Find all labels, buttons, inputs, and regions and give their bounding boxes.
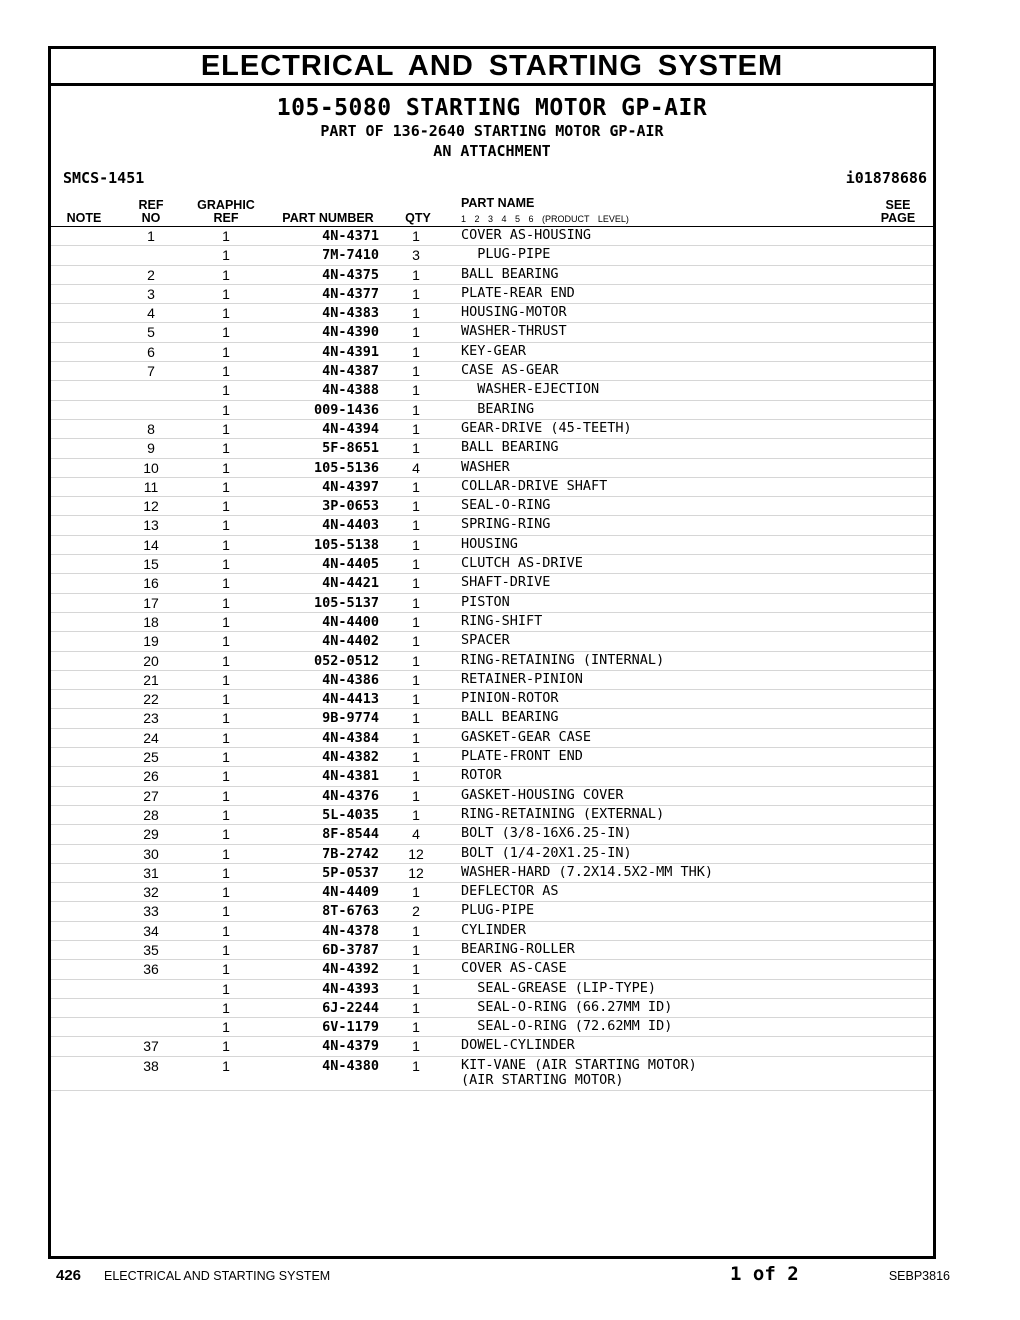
qty-cell: 1 (412, 228, 420, 244)
qty-cell: 4 (412, 826, 420, 843)
graphic-ref-cell: 1 (222, 575, 230, 592)
qty-cell: 1 (412, 536, 420, 553)
qty-cell: 1 (412, 324, 420, 341)
table-row (51, 729, 933, 748)
part-number-cell: 4N-4378 (322, 922, 379, 939)
qty-cell: 3 (412, 247, 420, 264)
part-number-cell: 4N-4382 (322, 749, 379, 766)
graphic-ref-cell: 1 (222, 594, 230, 611)
ref-no-cell: 32 (143, 884, 159, 901)
table-row (51, 323, 933, 342)
graphic-ref-cell: 1 (222, 787, 230, 804)
qty-cell: 12 (408, 845, 424, 862)
graphic-ref-cell: 1 (222, 247, 230, 264)
document-id: SEBP3816 (888, 1269, 950, 1283)
part-name-cell: WASHER-THRUST (461, 323, 567, 340)
part-number-cell: 4N-4380 (322, 1057, 379, 1074)
qty-cell: 1 (412, 787, 420, 804)
table-row (51, 362, 933, 381)
table-row (51, 420, 933, 439)
part-number-cell: 8F-8544 (322, 826, 379, 843)
graphic-ref-cell: 1 (222, 652, 230, 669)
ref-no-cell: 27 (143, 787, 159, 804)
ref-no-cell: 19 (143, 633, 159, 650)
qty-cell: 1 (412, 382, 420, 399)
part-number-cell: 4N-4405 (322, 556, 379, 573)
ref-no-cell: 25 (143, 749, 159, 766)
part-name-cell: CLUTCH AS-DRIVE (461, 555, 583, 572)
ref-no-cell: 37 (143, 1038, 159, 1055)
qty-cell: 1 (412, 613, 420, 630)
part-name-cell: SEAL-GREASE (LIP-TYPE) (461, 979, 657, 996)
part-number-cell: 4N-4377 (322, 285, 379, 302)
part-number-cell: 4N-4397 (322, 478, 379, 495)
part-name-cell: PLUG-PIPE (461, 902, 535, 919)
ref-no-cell: 24 (143, 729, 159, 746)
table-row (51, 1037, 933, 1056)
ref-no-cell: 23 (143, 710, 159, 727)
header-ref-no: REF NO (138, 198, 164, 225)
table-row (51, 980, 933, 999)
part-number-cell: 4N-4393 (322, 980, 379, 997)
part-number-cell: 4N-4379 (322, 1038, 379, 1055)
footer-section: ELECTRICAL AND STARTING SYSTEM (104, 1269, 331, 1283)
part-number-cell: 009-1436 (313, 401, 379, 418)
table-row (51, 613, 933, 632)
part-number-cell: 7B-2742 (322, 845, 379, 862)
graphic-ref-cell: 1 (222, 884, 230, 901)
ref-no-cell: 8 (147, 420, 155, 437)
qty-cell: 1 (412, 671, 420, 688)
part-name-cell: KEY-GEAR (461, 342, 527, 359)
part-number-cell: 4N-4394 (322, 420, 379, 437)
qty-cell: 1 (412, 363, 420, 380)
table-row (51, 825, 933, 844)
part-number-cell: 4N-4403 (322, 517, 379, 534)
part-number-cell: 4N-4383 (322, 305, 379, 322)
table-row (51, 902, 933, 921)
ref-no-cell: 38 (143, 1057, 159, 1074)
table-row (51, 574, 933, 593)
graphic-ref-cell: 1 (222, 864, 230, 881)
graphic-ref-cell: 1 (222, 1057, 230, 1074)
qty-cell: 2 (412, 903, 420, 920)
graphic-ref-cell: 1 (222, 961, 230, 978)
part-name-cell: GASKET-GEAR CASE (461, 728, 592, 745)
part-number-cell: 4N-4387 (322, 363, 379, 380)
graphic-ref-cell: 1 (222, 903, 230, 920)
header-part-number: PART NUMBER (282, 211, 374, 225)
table-row (51, 767, 933, 786)
header-qty: QTY (405, 211, 431, 225)
part-name-cell: WASHER-EJECTION (461, 381, 600, 398)
qty-cell: 1 (412, 941, 420, 958)
table-row (51, 439, 933, 458)
qty-cell: 1 (412, 498, 420, 515)
part-name-cell: SPACER (461, 632, 510, 649)
graphic-ref-cell: 1 (222, 749, 230, 766)
qty-cell: 1 (412, 440, 420, 457)
part-number-cell: 4N-4376 (322, 787, 379, 804)
table-row (51, 845, 933, 864)
ref-no-cell: 35 (143, 941, 159, 958)
part-name-cell: WASHER-HARD (7.2X14.5X2-MM THK) (461, 863, 713, 880)
ref-no-cell: 11 (143, 478, 159, 495)
section-title-bar (51, 49, 933, 86)
part-of-line: PART OF 136-2640 STARTING MOTOR GP-AIR (320, 122, 664, 140)
part-name-cell: SEAL-O-RING (72.62MM ID) (461, 1018, 673, 1035)
graphic-ref-cell: 1 (222, 343, 230, 360)
part-name-cell: WASHER (461, 458, 510, 475)
part-number-cell: 4N-4391 (322, 343, 379, 360)
graphic-ref-cell: 1 (222, 922, 230, 939)
graphic-ref-cell: 1 (222, 305, 230, 322)
part-name-cell: BALL BEARING (461, 439, 559, 456)
part-number-cell: 4N-4402 (322, 633, 379, 650)
ref-no-cell: 7 (147, 363, 155, 380)
ref-no-cell: 15 (143, 556, 159, 573)
qty-cell: 1 (412, 266, 420, 283)
part-number-cell: 4N-4413 (322, 691, 379, 708)
part-name-cell: CYLINDER (461, 921, 527, 938)
qty-cell: 1 (412, 768, 420, 785)
table-row (51, 227, 933, 246)
ref-no-cell: 33 (143, 903, 159, 920)
graphic-ref-cell: 1 (222, 556, 230, 573)
qty-cell: 1 (412, 884, 420, 901)
ref-no-cell: 10 (143, 459, 159, 476)
part-name-cell: BOLT (3/8-16X6.25-IN) (461, 825, 632, 842)
table-row (51, 478, 933, 497)
graphic-ref-cell: 1 (222, 806, 230, 823)
smcs-code: SMCS-1451 (63, 169, 145, 187)
qty-cell: 1 (412, 729, 420, 746)
qty-cell: 1 (412, 1038, 420, 1055)
part-name-cell: COVER AS-CASE (461, 960, 567, 977)
graphic-ref-cell: 1 (222, 324, 230, 341)
ref-no-cell: 31 (143, 864, 159, 881)
qty-cell: 1 (412, 420, 420, 437)
parts-table-body (51, 227, 933, 1091)
page-title: ELECTRICAL AND STARTING SYSTEM (200, 49, 784, 82)
ref-no-cell: 22 (143, 691, 159, 708)
table-row (51, 266, 933, 285)
part-name-cell: COVER AS-HOUSING (461, 227, 592, 243)
page-number: 426 (56, 1267, 82, 1284)
header-graphic-ref: GRAPHIC REF (197, 198, 255, 225)
graphic-ref-cell: 1 (222, 826, 230, 843)
qty-cell: 1 (412, 806, 420, 823)
header-product-levels: 1 2 3 4 5 6 (PRODUCT LEVEL) (461, 214, 629, 224)
attachment-line: AN ATTACHMENT (433, 142, 551, 160)
table-row (51, 516, 933, 535)
ref-no-cell: 12 (143, 498, 159, 515)
ref-no-cell: 34 (143, 922, 159, 939)
part-name-cell: RING-RETAINING (EXTERNAL) (461, 805, 665, 822)
part-name-cell: BALL BEARING (461, 709, 559, 726)
part-number-cell: 4N-4390 (322, 324, 379, 341)
table-row (51, 536, 933, 555)
part-name-cell: COLLAR-DRIVE SHAFT (461, 477, 608, 494)
table-row (51, 709, 933, 728)
ref-no-cell: 21 (143, 671, 159, 688)
part-name-cell: GASKET-HOUSING COVER (461, 786, 624, 803)
graphic-ref-cell: 1 (222, 999, 230, 1016)
table-row (51, 1018, 933, 1037)
page-footer (56, 1263, 950, 1287)
part-number-cell: 3P-0653 (322, 498, 379, 515)
qty-cell: 1 (412, 710, 420, 727)
table-row (51, 246, 933, 265)
header-note: NOTE (66, 211, 102, 225)
table-row (51, 690, 933, 709)
ref-no-cell: 18 (143, 613, 159, 630)
qty-cell: 1 (412, 1019, 420, 1036)
table-row (51, 381, 933, 400)
graphic-ref-cell: 1 (222, 382, 230, 399)
column-headers (51, 194, 933, 227)
part-name-cell: PLATE-FRONT END (461, 748, 583, 765)
part-number-cell: 4N-4371 (322, 228, 379, 244)
part-name-cell: SHAFT-DRIVE (461, 574, 551, 591)
table-row (51, 632, 933, 651)
part-number-cell: 6D-3787 (322, 941, 379, 958)
part-number-cell: 105-5137 (313, 594, 379, 611)
table-row (51, 304, 933, 323)
qty-cell: 12 (408, 864, 424, 881)
part-name-cell: PISTON (461, 593, 510, 610)
ref-no-cell: 30 (143, 845, 159, 862)
part-number-cell: 4N-4392 (322, 961, 379, 978)
table-row (51, 883, 933, 902)
table-row (51, 555, 933, 574)
graphic-ref-cell: 1 (222, 1019, 230, 1036)
graphic-ref-cell: 1 (222, 498, 230, 515)
graphic-ref-cell: 1 (222, 691, 230, 708)
ref-no-cell: 16 (143, 575, 159, 592)
part-number-cell: 4N-4375 (322, 266, 379, 283)
ref-no-cell: 29 (143, 826, 159, 843)
part-name-cell: PLUG-PIPE (461, 246, 551, 263)
part-number-cell: 4N-4388 (322, 382, 379, 399)
part-name-cell: HOUSING (461, 535, 518, 552)
ref-no-cell: 9 (147, 440, 155, 457)
qty-cell: 1 (412, 343, 420, 360)
graphic-ref-cell: 1 (222, 536, 230, 553)
table-row (51, 999, 933, 1018)
part-name-cell: BEARING (461, 400, 535, 417)
part-number-cell: 4N-4386 (322, 671, 379, 688)
table-row (51, 922, 933, 941)
graphic-ref-cell: 1 (222, 401, 230, 418)
ref-no-cell: 26 (143, 768, 159, 785)
qty-cell: 4 (412, 459, 420, 476)
part-name-cell: HOUSING-MOTOR (461, 304, 567, 321)
qty-cell: 1 (412, 517, 420, 534)
qty-cell: 1 (412, 478, 420, 495)
table-row (51, 787, 933, 806)
table-row (51, 285, 933, 304)
group-title: 105-5080 STARTING MOTOR GP-AIR (276, 95, 708, 121)
ref-no-cell: 14 (143, 536, 159, 553)
ref-no-cell: 3 (147, 285, 155, 302)
table-row (51, 671, 933, 690)
part-name-cell: GEAR-DRIVE (45-TEETH) (461, 419, 632, 436)
part-name-cell: ROTOR (461, 767, 502, 784)
part-name-cell: RETAINER-PINION (461, 670, 583, 687)
part-name-cell: BOLT (1/4-20X1.25-IN) (461, 844, 632, 861)
graphic-ref-cell: 1 (222, 478, 230, 495)
ref-no-cell: 17 (143, 594, 159, 611)
qty-cell: 1 (412, 999, 420, 1016)
qty-cell: 1 (412, 1057, 420, 1074)
graphic-ref-cell: 1 (222, 459, 230, 476)
part-number-cell: 8T-6763 (322, 903, 379, 920)
graphic-ref-cell: 1 (222, 671, 230, 688)
qty-cell: 1 (412, 691, 420, 708)
ref-no-cell: 36 (143, 961, 159, 978)
ref-no-cell: 20 (143, 652, 159, 669)
part-number-cell: 052-0512 (313, 652, 379, 669)
illustration-id: i01878686 (845, 169, 927, 187)
qty-cell: 1 (412, 556, 420, 573)
qty-cell: 1 (412, 961, 420, 978)
qty-cell: 1 (412, 401, 420, 418)
table-row (51, 748, 933, 767)
graphic-ref-cell: 1 (222, 228, 230, 244)
graphic-ref-cell: 1 (222, 729, 230, 746)
part-name-cell: BEARING-ROLLER (461, 940, 575, 957)
graphic-ref-cell: 1 (222, 633, 230, 650)
part-name-cell: PLATE-REAR END (461, 284, 575, 301)
graphic-ref-cell: 1 (222, 440, 230, 457)
qty-cell: 1 (412, 749, 420, 766)
ref-no-cell: 13 (143, 517, 159, 534)
part-number-cell: 4N-4400 (322, 613, 379, 630)
ref-no-cell: 2 (147, 266, 155, 283)
part-number-cell: 4N-4421 (322, 575, 379, 592)
graphic-ref-cell: 1 (222, 420, 230, 437)
part-number-cell: 4N-4384 (322, 729, 379, 746)
part-number-cell: 5P-0537 (322, 864, 379, 881)
part-name-cell: SPRING-RING (461, 516, 551, 533)
graphic-ref-cell: 1 (222, 1038, 230, 1055)
part-name-cell: RING-SHIFT (461, 612, 543, 629)
part-name-cell: SEAL-O-RING (66.27MM ID) (461, 998, 673, 1015)
part-number-cell: 105-5136 (313, 459, 379, 476)
table-row (51, 497, 933, 516)
table-row (51, 459, 933, 478)
graphic-ref-cell: 1 (222, 266, 230, 283)
part-number-cell: 6J-2244 (322, 999, 379, 1016)
graphic-ref-cell: 1 (222, 768, 230, 785)
qty-cell: 1 (412, 633, 420, 650)
ref-no-cell: 28 (143, 806, 159, 823)
part-number-cell: 7M-7410 (322, 247, 379, 264)
part-name-cell: PINION-ROTOR (461, 690, 559, 707)
smcs-row (51, 169, 933, 189)
qty-cell: 1 (412, 305, 420, 322)
part-name-cell: CASE AS-GEAR (461, 362, 559, 379)
part-name-cell: DEFLECTOR AS (461, 883, 559, 900)
qty-cell: 1 (412, 922, 420, 939)
part-name-cell: DOWEL-CYLINDER (461, 1037, 575, 1054)
part-number-cell: 5L-4035 (322, 806, 379, 823)
part-name-cell: BALL BEARING (461, 265, 559, 282)
part-number-cell: 105-5138 (313, 536, 379, 553)
graphic-ref-cell: 1 (222, 285, 230, 302)
table-row (51, 652, 933, 671)
table-row (51, 401, 933, 420)
part-name-cell: RING-RETAINING (INTERNAL) (461, 651, 665, 668)
table-row (51, 343, 933, 362)
qty-cell: 1 (412, 285, 420, 302)
qty-cell: 1 (412, 575, 420, 592)
qty-cell: 1 (412, 652, 420, 669)
graphic-ref-cell: 1 (222, 980, 230, 997)
ref-no-cell: 1 (147, 228, 155, 244)
header-see-page: SEE PAGE (880, 198, 916, 225)
qty-cell: 1 (412, 594, 420, 611)
table-row (51, 1057, 933, 1091)
part-name-cell: KIT-VANE (AIR STARTING MOTOR) (AIR STARTING MOTOR) (461, 1056, 697, 1088)
page-of: 1 of 2 (730, 1263, 799, 1285)
graphic-ref-cell: 1 (222, 517, 230, 534)
table-row (51, 960, 933, 979)
graphic-ref-cell: 1 (222, 363, 230, 380)
page-frame (48, 46, 936, 1259)
ref-no-cell: 6 (147, 343, 155, 360)
table-row (51, 594, 933, 613)
graphic-ref-cell: 1 (222, 845, 230, 862)
part-number-cell: 4N-4381 (322, 768, 379, 785)
part-number-cell: 6V-1179 (322, 1019, 379, 1036)
part-number-cell: 9B-9774 (322, 710, 379, 727)
part-number-cell: 5F-8651 (322, 440, 379, 457)
ref-no-cell: 4 (147, 305, 155, 322)
ref-no-cell: 5 (147, 324, 155, 341)
graphic-ref-cell: 1 (222, 710, 230, 727)
table-row (51, 864, 933, 883)
qty-cell: 1 (412, 980, 420, 997)
table-row (51, 941, 933, 960)
table-row (51, 806, 933, 825)
part-number-cell: 4N-4409 (322, 884, 379, 901)
graphic-ref-cell: 1 (222, 941, 230, 958)
header-part-name: PART NAME (461, 196, 535, 210)
part-name-cell: SEAL-O-RING (461, 497, 551, 514)
graphic-ref-cell: 1 (222, 613, 230, 630)
